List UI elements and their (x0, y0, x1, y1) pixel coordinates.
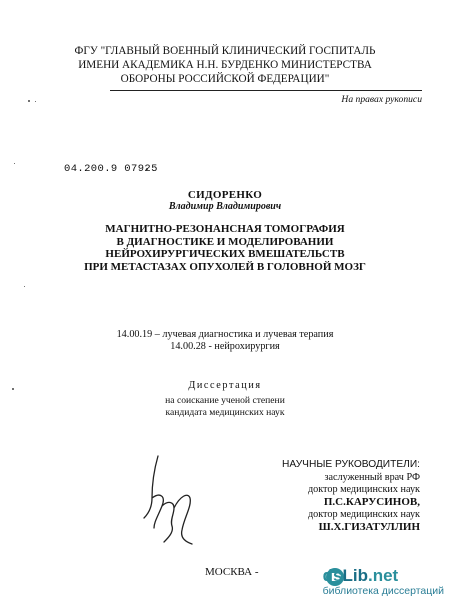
city-year: МОСКВА - (205, 566, 259, 578)
advisors-heading: НАУЧНЫЕ РУКОВОДИТЕЛИ: (282, 459, 420, 470)
organization-line-2: ИМЕНИ АКАДЕМИКА Н.Н. БУРДЕНКО МИНИСТЕРСТВА (78, 59, 372, 71)
watermark-subtitle: библиотека диссертаций (322, 585, 444, 597)
title-line-4: ПРИ МЕТАСТАЗАХ ОПУХОЛЕЙ В ГОЛОВНОЙ МОЗГ (84, 260, 366, 273)
title-line-2: В ДИАГНОСТИКЕ И МОДЕЛИРОВАНИИ (116, 235, 334, 248)
title-line-3: НЕЙРОХИРУРГИЧЕСКИХ ВМЕШАТЕЛЬСТВ (105, 248, 345, 261)
degree-line-1: на соискание ученой степени (165, 395, 285, 406)
registration-number: 04.200.9 07925 (64, 163, 158, 175)
organization-line-3: ОБОРОНЫ РОССИЙСКОЙ ФЕДЕРАЦИИ" (120, 73, 330, 85)
handwritten-signature (130, 448, 200, 548)
organization-line-1: ФГУ "ГЛАВНЫЙ ВОЕННЫЙ КЛИНИЧЕСКИЙ ГОСПИТАЛЬ (74, 45, 376, 57)
degree-line-2: кандидата медицинских наук (165, 407, 285, 418)
scan-speck (14, 163, 15, 164)
scan-speck (24, 286, 25, 287)
specialty-2: 14.00.28 - нейрохирургия (170, 341, 280, 352)
scan-speck (35, 101, 36, 102)
header-divider (110, 90, 422, 91)
advisor-degree-2: доктор медицинских наук (307, 509, 420, 520)
dissertation-heading: Диссертация (188, 380, 262, 391)
organization-header (0, 44, 450, 86)
title-line-1: МАГНИТНО-РЕЗОНАНСНАЯ ТОМОГРАФИЯ (105, 223, 345, 235)
site-watermark (323, 567, 444, 597)
advisor-degree-1: доктор медицинских наук (307, 484, 420, 495)
specialty-1: 14.00.19 – лучевая диагностика и лучевая терапия (116, 329, 334, 340)
scan-speck (28, 100, 30, 102)
watermark-logo: dsLib.net (322, 566, 399, 585)
manuscript-note: На правах рукописи (341, 94, 422, 105)
advisor-title-1: заслуженный врач РФ (324, 472, 420, 483)
advisor-name-2: Ш.Х.ГИЗАТУЛЛИН (318, 521, 420, 533)
dissertation-title (0, 223, 450, 273)
advisor-name-1: П.С.КАРУСИНОВ, (323, 496, 420, 508)
author-surname: СИДОРЕНКО (187, 189, 263, 201)
specialties (0, 329, 450, 353)
author-name: Владимир Владимирович (168, 201, 282, 212)
